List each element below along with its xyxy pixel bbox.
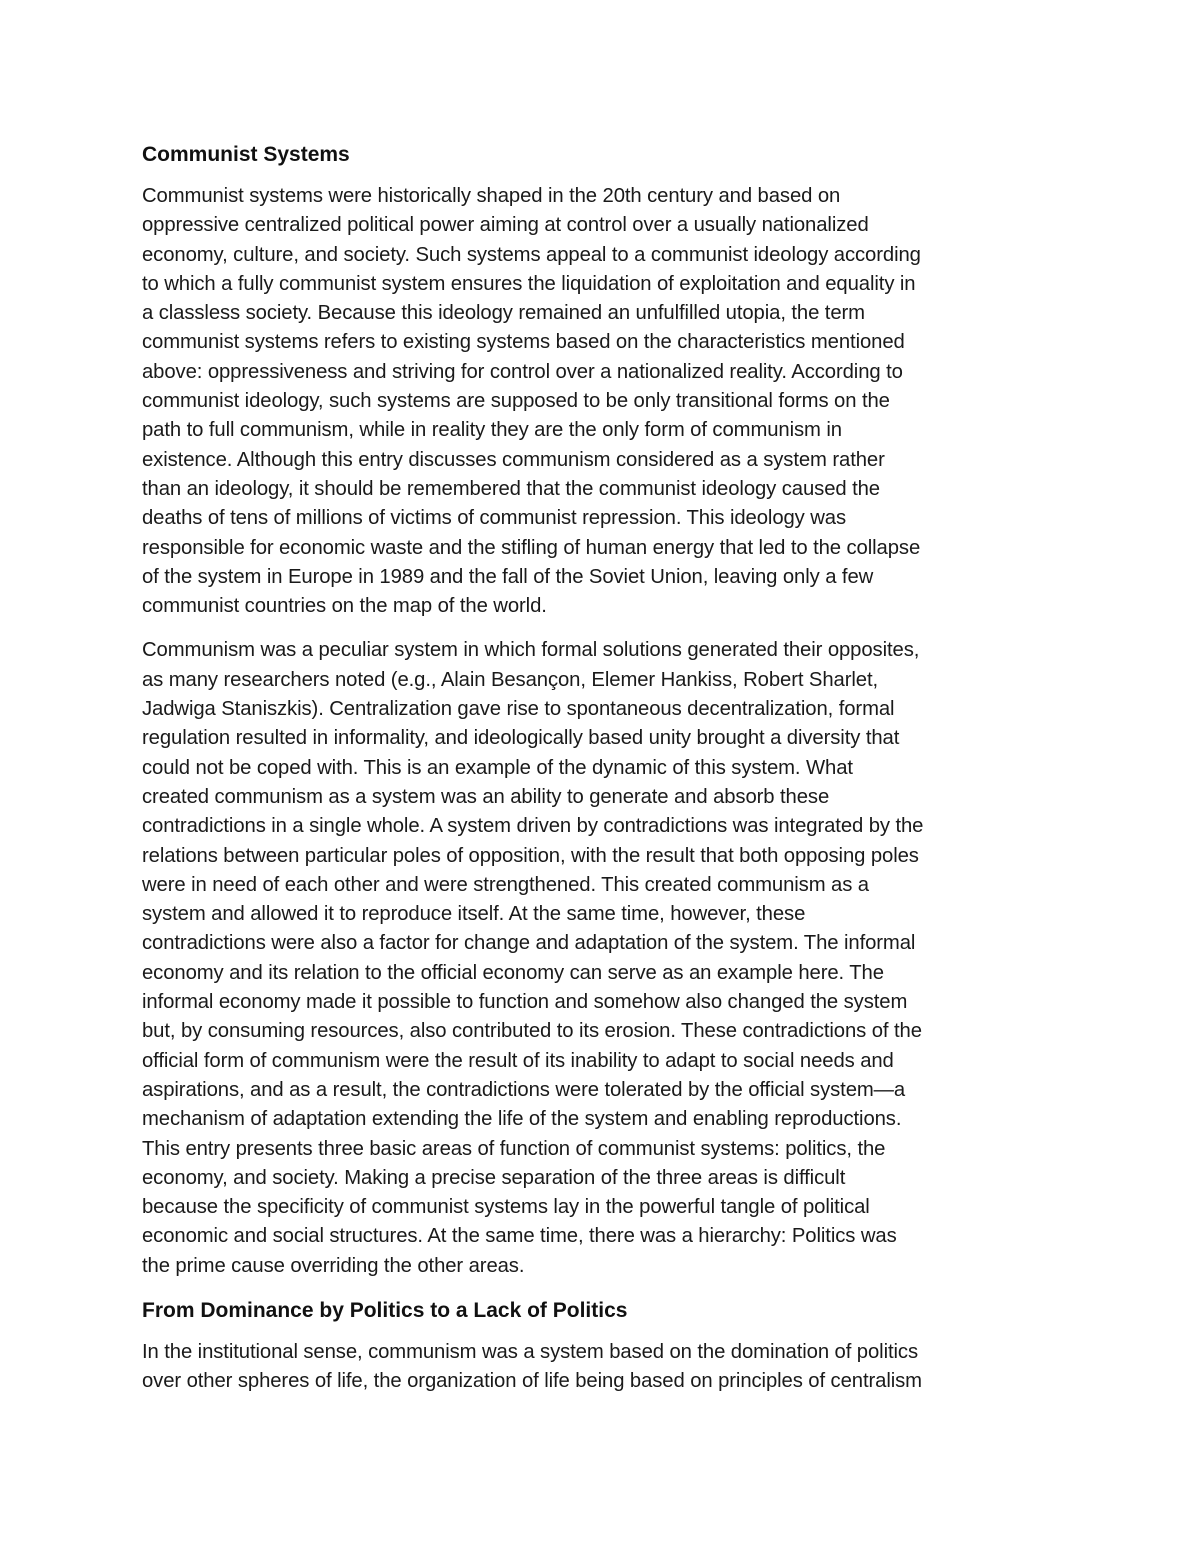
text-line: contradictions in a single whole. A system driven by contradictions was integrated by the bbox=[142, 815, 924, 838]
text-line: could not be coped with. This is an example of the dynamic of this system. What bbox=[142, 756, 853, 779]
text-line: to which a fully communist system ensures the liquidation of exploitation and equality in bbox=[142, 272, 916, 295]
document-page bbox=[142, 140, 1062, 1412]
text-line: communist ideology, such systems are supposed to be only transitional forms on the bbox=[142, 390, 890, 413]
text-line: aspirations, and as a result, the contradictions were tolerated by the official system—a bbox=[142, 1078, 906, 1101]
text-line: but, by consuming resources, also contributed to its erosion. These contradictions of the bbox=[142, 1020, 922, 1043]
text-line: deaths of tens of millions of victims of communist repression. This ideology was bbox=[142, 507, 847, 530]
text-line: were in need of each other and were strengthened. This created communism as a bbox=[142, 873, 869, 896]
text-line: because the specificity of communist systems lay in the powerful tangle of political bbox=[142, 1196, 870, 1219]
text-line: system and allowed it to reproduce itself. At the same time, however, these bbox=[142, 903, 806, 926]
text-line: path to full communism, while in reality they are the only form of communism in bbox=[142, 419, 842, 442]
text-line: oppressive centralized political power aiming at control over a usually nationalized bbox=[142, 214, 869, 237]
text-line: informal economy made it possible to function and somehow also changed the system bbox=[142, 991, 908, 1014]
text-line: responsible for economic waste and the stifling of human energy that led to the collapse bbox=[142, 536, 921, 559]
text-line: above: oppressiveness and striving for control over a nationalized reality. According to bbox=[142, 360, 903, 383]
document-title: Communist Systems bbox=[142, 143, 350, 166]
text-line: communist systems refers to existing systems based on the characteristics mentioned bbox=[142, 331, 905, 354]
text-line: economy, culture, and society. Such systems appeal to a communist ideology according bbox=[142, 243, 921, 266]
text-line: mechanism of adaptation extending the life of the system and enabling reproductions. bbox=[142, 1108, 902, 1131]
text-line: This entry presents three basic areas of function of communist systems: politics, the bbox=[142, 1137, 886, 1160]
text-line: economy, and society. Making a precise separation of the three areas is difficult bbox=[142, 1166, 846, 1189]
text-line: In the institutional sense, communism was a system based on the domination of politics bbox=[142, 1340, 919, 1363]
text-line: economy and its relation to the official economy can serve as an example here. The bbox=[142, 961, 884, 984]
text-line: of the system in Europe in 1989 and the fall of the Soviet Union, leaving only a few bbox=[142, 565, 874, 588]
text-line: the prime cause overriding the other areas. bbox=[142, 1254, 525, 1277]
text-line: official form of communism were the result of its inability to adapt to social needs and bbox=[142, 1049, 894, 1072]
text-line: existence. Although this entry discusses communism considered as a system rather bbox=[142, 448, 885, 471]
paragraph-2 bbox=[142, 636, 1062, 1281]
section-heading: From Dominance by Politics to a Lack of Politics bbox=[142, 1298, 628, 1322]
text-line: created communism as a system was an ability to generate and absorb these bbox=[142, 785, 830, 808]
text-line: Jadwiga Staniszkis). Centralization gave rise to spontaneous decentralization, formal bbox=[142, 698, 895, 721]
text-line: contradictions were also a factor for change and adaptation of the system. The informal bbox=[142, 932, 916, 955]
text-line: communist countries on the map of the world. bbox=[142, 595, 547, 618]
text-line: than an ideology, it should be remembered that the communist ideology caused the bbox=[142, 477, 880, 500]
paragraph-1 bbox=[142, 182, 1062, 621]
text-line: economic and social structures. At the same time, there was a hierarchy: Politics was bbox=[142, 1225, 897, 1248]
text-line: Communism was a peculiar system in which formal solutions generated their opposites, bbox=[142, 639, 920, 662]
text-line: regulation resulted in informality, and ideologically based unity brought a diversity that bbox=[142, 727, 900, 750]
paragraph-3 bbox=[142, 1338, 1062, 1397]
text-line: a classless society. Because this ideology remained an unfulfilled utopia, the term bbox=[142, 302, 865, 325]
text-line: over other spheres of life, the organization of life being based on principles of centralism bbox=[142, 1370, 922, 1393]
text-line: relations between particular poles of opposition, with the result that both opposing poles bbox=[142, 844, 919, 867]
text-line: Communist systems were historically shaped in the 20th century and based on bbox=[142, 185, 841, 207]
text-line: as many researchers noted (e.g., Alain Besançon, Elemer Hankiss, Robert Sharlet, bbox=[142, 668, 879, 691]
